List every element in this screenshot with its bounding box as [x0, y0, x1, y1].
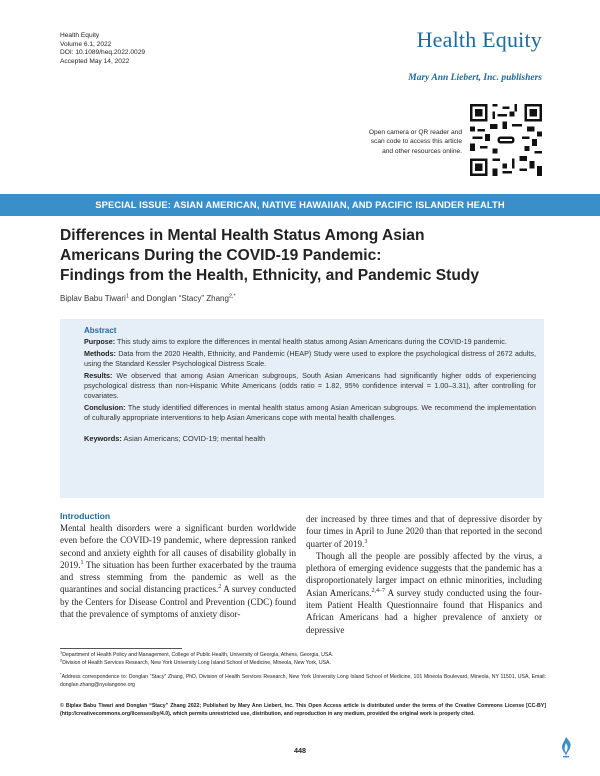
meta-journal: Health Equity: [60, 32, 100, 39]
qr-instructions: Open camera or QR reader and scan code to access this article and other resources online.: [368, 129, 462, 155]
article-title: Differences in Mental Health Status Among Asian Americans During the COVID-19 Pandemic: Findings from the Health, Ethnicity, and Pandemic Study: [60, 227, 480, 284]
footnote-divider: [60, 648, 182, 649]
special-issue-banner: [0, 194, 600, 216]
body-paragraph: der increased by three times and that of depressive disorder by four times in April to June 2020 than that reported in the second quarter of 2019.$^3$: [306, 514, 542, 549]
author-name: Biplav Babu Tiwari: [60, 294, 126, 303]
body-column-right: [306, 513, 542, 636]
publisher-logo: Mary Ann Liebert, Inc. publishers: [408, 73, 542, 83]
journal-title: Health Equity: [416, 27, 542, 52]
abstract-purpose: Purpose: This study aims to explore the differences in mental health status among Asian Americans during the COVID-19 pandemic.: [84, 337, 507, 347]
correspondence-note: *Address correspondence to: Donglan “Stacy” Zhang, PhD, Division of Health Services Research, New York University Long Island School of Medicine, 101 Mineola Boulevard, Mineola, NY 11501, USA, Email: donglan.zhang@nyulangone.org: [60, 671, 546, 689]
citation-link[interactable]: 2,4–7: [371, 587, 385, 594]
abstract-methods: Methods: Data from the 2020 Health, Ethnicity, and Pandemic (HEAP) Study were used to explore the psychological distress of 2672 adults, using the Standard Kessler Psychological Distress Scale.: [84, 348, 536, 369]
citation-link[interactable]: 3: [364, 538, 368, 545]
article-meta: [60, 32, 145, 66]
body-column-left: [60, 510, 296, 620]
page-number: 448: [294, 746, 306, 755]
abstract-results: Results: We observed that among Asian American subgroups, South Asian Americans had significantly higher odds of experiencing psychological distress than non-Hispanic White Americans (odds ratio = 1.82, 95% confidence interval = 1.00–3.31), after controlling for covariates.: [84, 370, 536, 401]
license-note: © Biplav Babu Tiwari and Donglan “Stacy” Zhang 2022; Published by Mary Ann Liebert, Inc. This Open Access article is distributed under the terms of the Creative Commons License [CC-BY] (http://creativecommons.org/licenses/by/4.0), which permits unrestricted use, distribution, and reproduction in any medium, provided the original work is properly cited.: [60, 703, 546, 718]
author-list: Biplav Babu Tiwari$^1$ and Donglan “Stacy” Zhang$^{2,*}$: [60, 293, 236, 303]
affiliation-1: $^1$Department of Health Policy and Management, College of Public Health, University of Georgia, Athens, Georgia, USA.: [60, 649, 334, 658]
meta-doi: DOI: 10.1089/heq.2022.0029: [60, 49, 146, 57]
section-heading: Introduction: [60, 511, 111, 521]
affiliation-2: $^2$Division of Health Services Research, New York University Long Island School of Medicine, Mineola, New York, USA.: [60, 657, 331, 667]
body-paragraph: Though all the people are possibly affected by the virus, a plethora of emerging evidence suggests that the pandemic has a disproportionately larger impact on ethnic minorities, including Asian Americans.$^{2,4-7}$ A survey study conducted using the four-item Patient Health Questionnaire found that Hispanics and African Americans had a higher prevalence of anxiety or depressive: [306, 550, 543, 635]
affiliations: [60, 651, 546, 667]
publisher-flame-icon: [558, 736, 574, 758]
abstract-box: [60, 319, 544, 498]
body-paragraph: Mental health disorders were a significant burden worldwide even before the COVID-19 pandemic, where depression ranked second and anxiety eighth for all causes of disability globally in 2019.$^1$ The situation has been further exacerbated by the trauma and stress stemming from the pandemic as well as the quarantines and social distancing practices.$^2$ A survey conducted by the Centers for Disease Control and Prevention (CDC) found that the prevalence of symptoms of anxiety disor-: [60, 523, 296, 620]
abstract-keywords: Keywords: Asian Americans; COVID-19; mental health: [84, 433, 266, 443]
meta-volume: Volume 6.1, 2022: [60, 40, 112, 48]
banner-text: SPECIAL ISSUE: ASIAN AMERICAN, NATIVE HAWAIIAN, AND PACIFIC ISLANDER HEALTH: [95, 199, 505, 210]
abstract-conclusion: Conclusion: The study identified differences in mental health status among Asian American subgroups. We recommend the implementation of culturally appropriate interventions to help Asian Americans cope with mental health challenges.: [84, 402, 537, 423]
meta-accepted: Accepted May 14, 2022: [60, 57, 130, 65]
abstract-heading: Abstract: [84, 326, 117, 335]
author-name: Donglan “Stacy” Zhang: [146, 294, 229, 303]
qr-code-icon[interactable]: [470, 104, 542, 176]
citation-link[interactable]: 2: [218, 584, 222, 591]
citation-link[interactable]: 1: [80, 559, 84, 566]
